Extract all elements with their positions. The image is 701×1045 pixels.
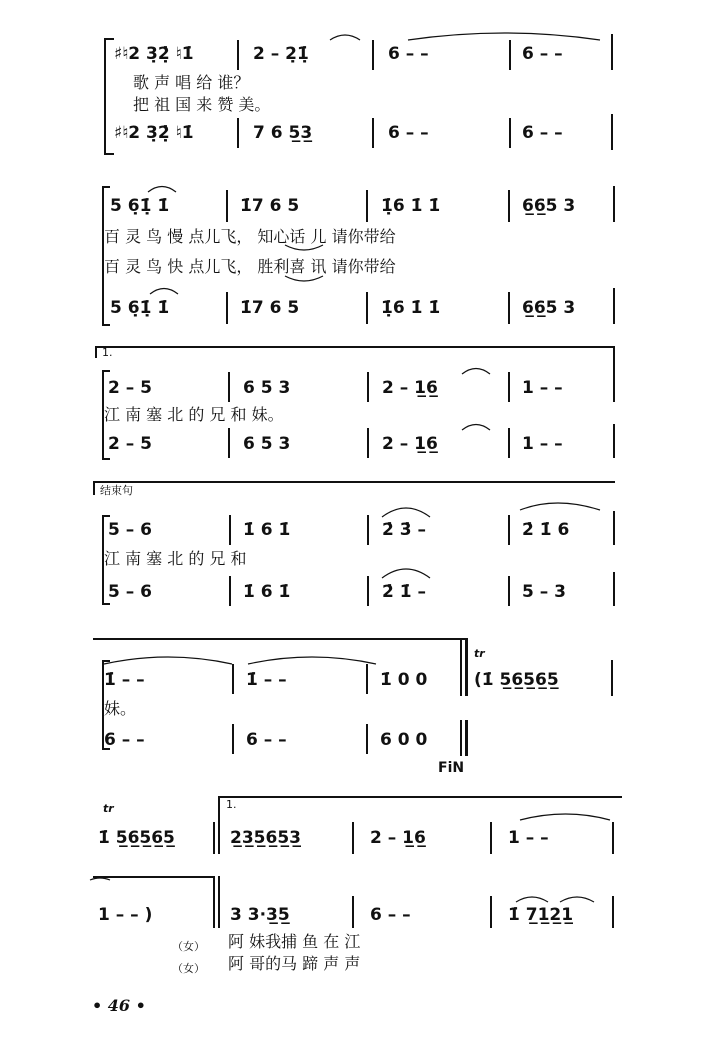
notes-s5-l-m2: 6 – – — [246, 730, 287, 750]
trill-mark-2: tr — [103, 802, 114, 815]
notes-s5-l-m1: 6 – – — [104, 730, 145, 750]
notes-s4-u-m4: 2̇ 1̇ 6 — [522, 520, 570, 540]
notes-s3-l-m3: 2 – 1̲6̲ — [382, 434, 438, 454]
lyric-s7-line1: 阿 妹我捕 鱼 在 江 — [228, 932, 361, 951]
notes-s2-l-m1: 5 6̣1̣̇ 1̇ — [110, 298, 170, 318]
lyric-s2-line2: 百 灵 鸟 快 点儿飞， 胜利喜 讯 请你带给 — [104, 257, 396, 276]
notes-s1-u-m2: 2 – 2̣1̣̇ — [253, 44, 309, 64]
notes-s3-l-m1: 2 – 5 — [108, 434, 152, 454]
notes-s3-l-m4: 1 – – — [522, 434, 563, 454]
notes-s5-u-m2: 1̇ – – — [246, 670, 287, 690]
lyric-s1-line2: 把 祖 国 来 赞 美。 — [133, 95, 271, 114]
lyric-s7-line2: 阿 哥的马 蹄 声 声 — [228, 954, 361, 973]
notes-s6-m4: 1 – – — [508, 828, 549, 848]
notes-s6-m2: 2̲3̲5̲6̲5̲3̲ — [230, 828, 301, 848]
notes-s1-l-m1: ♯♮2 3̣2̣̇ ♮1̇ — [114, 123, 194, 143]
notes-s7-m3: 6 – – — [370, 905, 411, 925]
notes-s4-l-m3: 2̇ 1̇ – — [382, 582, 426, 602]
lyric-s5-line1: 妹。 — [104, 699, 137, 718]
notes-s3-u-m1: 2 – 5 — [108, 378, 152, 398]
notes-s4-l-m1: 5 – 6 — [108, 582, 152, 602]
notes-s7-m1: 1 – – ) — [98, 905, 153, 925]
notes-s4-l-m2: 1̇ 6 1̇ — [243, 582, 291, 602]
notes-s3-l-m2: 6 5 3 — [243, 434, 291, 454]
notes-s2-u-m3: 1̣̇6 1̇ 1̇ — [381, 196, 441, 216]
page-number: • 46 • — [92, 996, 146, 1015]
notes-s5-u-m4: (1̇ 5̲6̲5̲6̲5̲ — [474, 670, 559, 690]
notes-s5-u-m1: 1̇ – – — [104, 670, 145, 690]
ending-label: 结束句 — [100, 484, 133, 497]
notes-s6-m1: 1̇ 5̲6̲5̲6̲5̲ — [98, 828, 175, 848]
notes-s5-u-m3: 1̇ 0 0 — [380, 670, 428, 690]
notes-s2-u-m1: 5 6̣1̣̇ 1̇ — [110, 196, 170, 216]
notes-s4-u-m2: 1̇ 6 1̇ — [243, 520, 291, 540]
notes-s4-l-m4: 5 – 3 — [522, 582, 566, 602]
voice-tag-1: （女） — [172, 940, 205, 953]
volta-1-label: 1. — [102, 346, 113, 359]
notes-s2-l-m4: 6̲6̲5 3 — [522, 298, 576, 318]
notes-s2-l-m2: 1̇7 6 5 — [240, 298, 300, 318]
fine-mark: FiN — [438, 760, 465, 776]
notes-s1-l-m2: 7 6 5̲3̲ — [253, 123, 313, 143]
notes-s2-u-m4: 6̲6̲5 3 — [522, 196, 576, 216]
notes-s1-u-m1: ♯♮2 3̣2̣̇ ♮1̇ — [114, 44, 194, 64]
notes-s2-u-m2: 1̇7 6 5 — [240, 196, 300, 216]
notes-s4-u-m1: 5 – 6 — [108, 520, 152, 540]
notes-s4-u-m3: 2̇ 3̇ – — [382, 520, 426, 540]
notes-s1-l-m4: 6 – – — [522, 123, 563, 143]
notes-s7-m4: 1̇ 7̲1̲2̲1̲ — [508, 905, 574, 925]
notes-s1-u-m4: 6 – – — [522, 44, 563, 64]
volta-1-label-2: 1. — [226, 798, 237, 811]
notes-s5-l-m3: 6 0 0 — [380, 730, 428, 750]
lyric-s2-line1: 百 灵 鸟 慢 点儿飞， 知心话 儿 请你带给 — [104, 227, 396, 246]
notes-s3-u-m3: 2 – 1̲6̲ — [382, 378, 438, 398]
notes-s1-u-m3: 6 – – — [388, 44, 429, 64]
lyric-s1-line1: 歌 声 唱 给 谁？ — [133, 73, 250, 92]
notes-s7-m2: 3 3·3̲5̲ — [230, 905, 290, 925]
notes-s3-u-m2: 6 5 3 — [243, 378, 291, 398]
voice-tag-2: （女） — [172, 962, 205, 975]
trill-mark-1: tr — [474, 647, 485, 660]
notes-s6-m3: 2 – 1̲6̲ — [370, 828, 426, 848]
lyric-s4-line1: 江 南 塞 北 的 兄 和 — [104, 549, 247, 568]
notes-s1-l-m3: 6 – – — [388, 123, 429, 143]
lyric-s3-line1: 江 南 塞 北 的 兄 和 妹。 — [104, 405, 284, 424]
notes-s3-u-m4: 1 – – — [522, 378, 563, 398]
notes-s2-l-m3: 1̣̇6 1̇ 1̇ — [381, 298, 441, 318]
